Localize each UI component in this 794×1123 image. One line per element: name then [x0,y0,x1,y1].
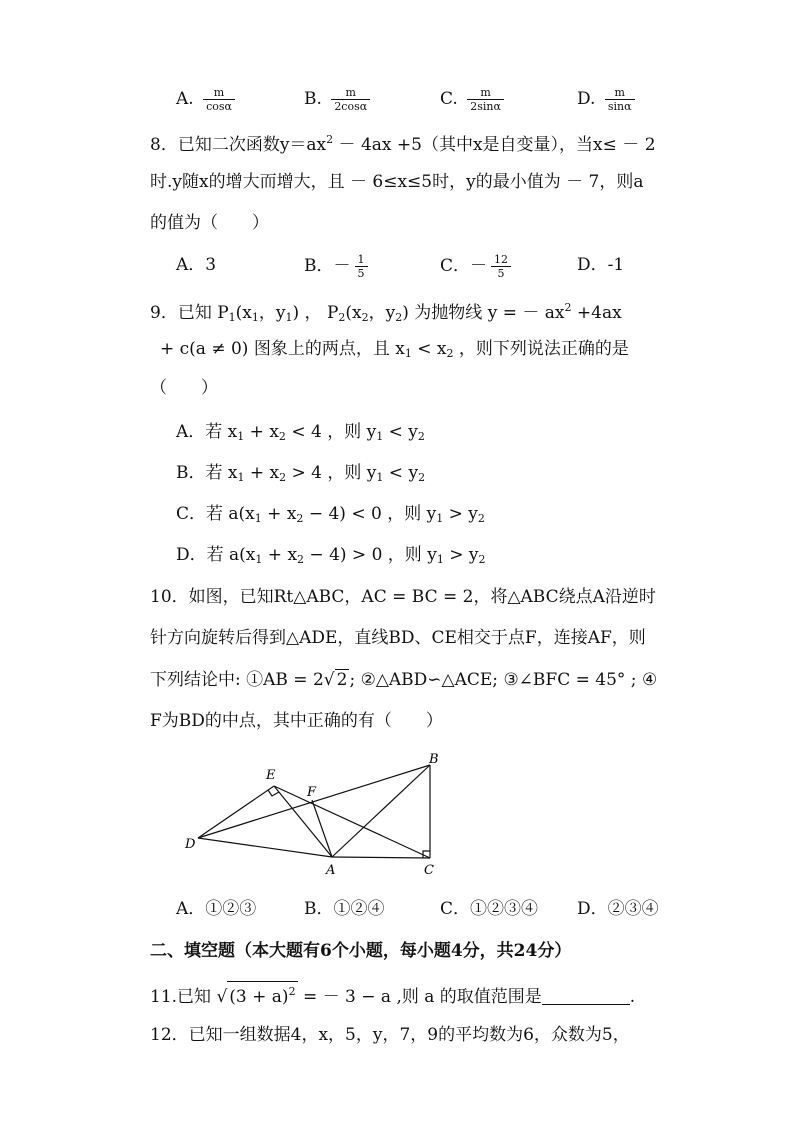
text: < y [383,463,419,483]
subscript: 2 [361,311,369,324]
segment-ab [332,765,430,857]
sqrt-symbol: √ [323,670,335,690]
subscript: 2 [477,512,485,525]
option-label: C．－ [440,256,488,276]
q7-option-c [440,86,504,113]
text: C．若 a(x [176,504,255,524]
subscript: 1 [251,311,259,324]
q10-line-1: 10．如图，已知Rt△ABC，AC = BC = 2，将△ABC绕点A沿逆时 [150,587,656,607]
subscript: 2 [296,512,304,525]
text: D．若 a(x [176,545,256,565]
fraction [491,253,511,280]
subscript: 2 [395,311,403,324]
superscript: 2 [564,301,572,314]
text: (x [235,303,252,323]
fraction-numerator: 1 [357,253,365,266]
q10-line-3 [150,668,657,692]
q8-option-a: A．3 [176,255,217,275]
subscript: 1 [436,553,444,566]
fraction-denominator: sinα [605,99,635,113]
sqrt-radicand: 2 [336,670,348,690]
text: B．若 x [176,463,238,483]
q10-option-c: C．①②③④ [440,899,539,919]
text: ; ②△ABD∽△ACE; ③∠BFC = 45° ; ④ [349,670,658,690]
segment-da [198,838,332,857]
fraction-numerator: m [614,86,625,99]
text: < x [411,339,447,359]
subscript: 2 [446,347,454,360]
q8-line-2: 时.y随x的增大而增大，且 － 6≤x≤5时，y的最小值为 － 7，则a [150,172,644,192]
fraction-denominator: 5 [355,266,368,280]
text: > 4 ，则 y [286,463,377,483]
subscript: 1 [376,471,384,484]
q9-option-c [176,502,485,531]
subscript: 2 [338,311,346,324]
q9-line-2 [160,337,629,366]
label-c: C [424,863,434,878]
fraction [605,86,635,113]
q8-line-1 [150,128,656,157]
label-b: B [429,752,439,767]
text: < y [383,422,418,442]
subscript: 2 [478,553,486,566]
subscript: 1 [237,471,245,484]
subscript: 2 [418,471,426,484]
superscript: 2 [326,133,334,146]
q10-figure [180,752,450,882]
q7-option-d [577,86,635,113]
text: +4ax [571,303,622,323]
segment-ea [274,786,332,857]
option-label: D. [577,89,596,109]
segment-db [198,765,430,838]
subscript: 2 [297,553,305,566]
subscript: 2 [279,471,287,484]
text: < 4 ，则 y [285,422,377,442]
text: + c(a ≠ 0) 图象上的两点，且 x [160,339,405,359]
subscript: 1 [254,512,262,525]
text: ，y [368,303,396,323]
q11-line [150,981,635,1009]
text: − 4) > 0 ，则 y [304,545,437,565]
text: − 4) < 0 ，则 y [303,504,437,524]
text: ) ， P [292,303,339,323]
text: 11.已知 [150,987,217,1007]
q12-line-1: 12．已知一组数据4，x，5，y，7，9的平均数为6，众数为5， [150,1025,630,1045]
option-label: A. [176,89,194,109]
q9-line-1 [150,296,622,330]
segment-de [198,786,274,838]
fraction-numerator: m [345,86,356,99]
text: － 4ax +5（其中x是自变量），当x≤ － 2 [333,135,656,155]
text: . [629,987,636,1007]
subscript: 1 [376,430,384,443]
subscript: 2 [278,430,286,443]
text: = － 3 − a ,则 a 的取值范围是 [297,987,542,1007]
option-label: B. [304,89,322,109]
text: A．若 x [176,422,238,442]
text: + x [244,463,280,483]
option-label: C. [440,89,458,109]
sqrt-symbol: √ [216,987,228,1007]
subscript: 1 [404,347,412,360]
fraction [467,86,504,113]
label-e: E [266,768,276,783]
fraction-numerator: m [480,86,491,99]
text: + x [244,422,279,442]
q10-option-d: D．②③④ [577,899,659,919]
section-heading: 二、填空题（本大题有6个小题，每小题4分，共24分） [150,941,572,961]
subscript: 1 [228,311,236,324]
fraction-denominator: 2sinα [467,99,504,113]
text: 8．已知二次函数y＝ax [150,135,327,155]
text: (x [345,303,362,323]
q7-option-b [304,86,370,113]
fraction-denominator: 2cosα [331,99,370,113]
q9-option-a [176,420,425,449]
subscript: 1 [436,512,444,525]
fraction [331,86,370,113]
q10-option-a: A．①②③ [176,899,257,919]
text: ，则下列说法正确的是 [453,339,629,359]
q9-option-b [176,461,425,490]
text: ，y [258,303,286,323]
label-d: D [185,837,196,852]
subscript: 1 [285,311,293,324]
fraction-numerator: m [213,86,225,99]
text: + x [262,545,298,565]
subscript: 1 [255,553,263,566]
text: + x [261,504,297,524]
segment-ac [332,857,430,858]
superscript: 2 [288,985,296,998]
option-label: B．－ [304,256,351,276]
q10-line-4: F为BD的中点，其中正确的有（ ） [150,711,443,731]
fraction-numerator: 12 [494,253,509,266]
q8-line-3: 的值为（ ） [150,213,269,233]
q9-line-3: （ ） [150,378,218,398]
fraction-denominator: 5 [491,266,511,280]
fraction [355,253,368,280]
answer-blank[interactable] [542,986,630,1005]
q10-option-b: B．①②④ [304,899,385,919]
subscript: 1 [237,430,245,443]
text: ) 为抛物线 y = － ax [402,303,565,323]
q7-option-a [176,86,235,113]
text: 9．已知 P [150,303,229,323]
label-f: F [307,785,317,800]
text: 下列结论中: ①AB = 2 [150,670,324,690]
q8-option-c [440,253,511,280]
text: > y [443,545,479,565]
fraction-denominator: cosα [203,99,235,113]
segment-ec [274,786,430,858]
q10-line-2: 针方向旋转后得到△ADE，直线BD、CE相交于点F，连接AF，则 [150,628,646,648]
q8-option-d: D．-1 [577,255,625,275]
text: > y [443,504,478,524]
subscript: 2 [417,430,425,443]
q9-option-d [176,543,485,572]
q8-option-b [304,253,368,280]
sqrt-radicand [227,981,297,1007]
label-a: A [326,863,336,878]
fraction [203,86,235,113]
text: (3 + a) [229,987,289,1007]
